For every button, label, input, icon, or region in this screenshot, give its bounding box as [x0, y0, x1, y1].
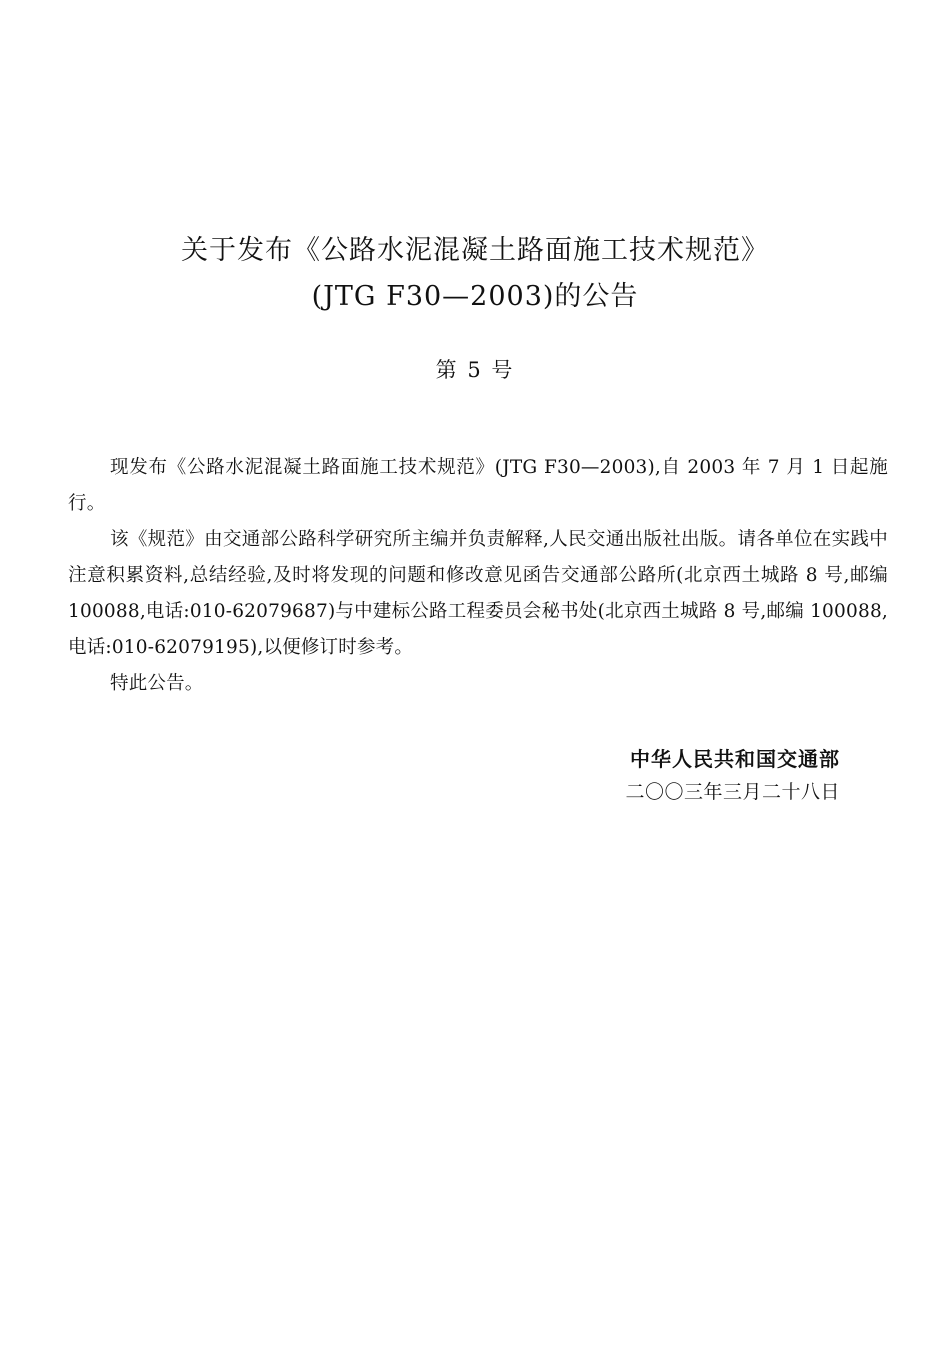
issuing-organization: 中华人民共和国交通部	[630, 747, 840, 771]
announcement-title	[0, 228, 950, 320]
issue-number: 第 5 号	[435, 358, 515, 382]
issue-date: 二〇〇三年三月二十八日	[625, 781, 840, 803]
announcement-body	[68, 450, 888, 702]
title-line-2: (JTG F30—2003)的公告	[311, 281, 639, 312]
signature-block	[625, 743, 840, 809]
title-line-1: 关于发布《公路水泥混凝土路面施工技术规范》	[181, 235, 769, 266]
paragraph-closing: 特此公告。	[110, 673, 204, 694]
paragraph-details: 该《规范》由交通部公路科学研究所主编并负责解释,人民交通出版社出版。请各单位在实践中注意积累资料,总结经验,及时将发现的问题和修改意见函告交通部公路所(北京西土城路 8 号,邮编 100088,电话:010-62079687)与中建标公路工程委员会秘书处(北京西土城路 8 号,邮编 100088,电话:010-62079195),以便修订时参考。	[68, 529, 888, 658]
paragraph-publication: 现发布《公路水泥混凝土路面施工技术规范》(JTG F30—2003),自 2003 年 7 月 1 日起施行。	[68, 457, 888, 514]
